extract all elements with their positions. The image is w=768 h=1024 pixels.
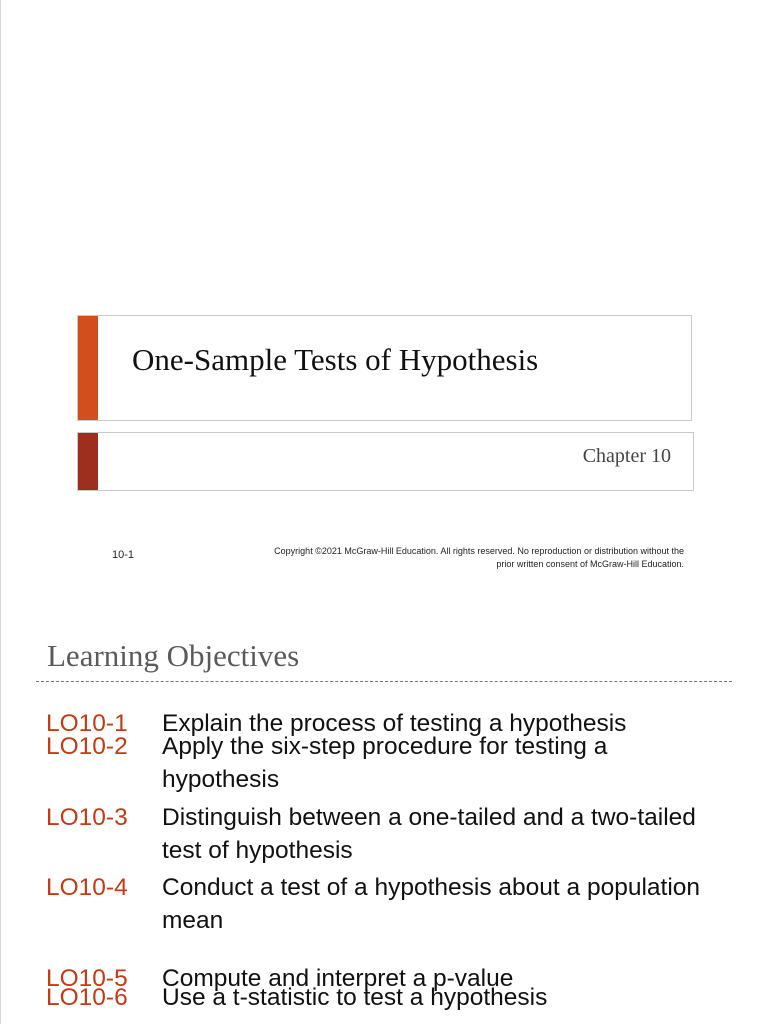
objective-text: Conduct a test of a hypothesis about a population mean [162,874,701,934]
slide-number: 10-1 [112,549,135,561]
objective-code: LO10-1 [46,710,128,737]
subtitle-box [77,432,694,491]
title-accent-bar [78,316,98,420]
objective-text: Use a t-statistic to test a hypothesis [162,984,548,1011]
copyright-line-1: Copyright ©2021 McGraw-Hill Education. All rights reserved. No reproduction or distribution without the [274,546,684,556]
objective-code: LO10-2 [46,733,128,760]
copyright-notice [204,545,684,571]
objective-text: Distinguish between a one-tailed and a two-tailed test of hypothesis [162,804,696,864]
objective-text: Compute and interpret a p-value [162,965,514,992]
objective-text: Explain the process of testing a hypothesis [162,710,627,737]
subtitle-accent-bar [78,433,98,490]
objective-code: LO10-4 [46,874,128,901]
heading-divider [36,681,732,682]
title-box [77,315,692,421]
objective-code: LO10-5 [46,965,128,992]
objective-code: LO10-3 [46,804,128,831]
slide-title: One-Sample Tests of Hypothesis [132,342,539,377]
slide-subtitle: Chapter 10 [582,445,671,467]
objectives-heading: Learning Objectives [47,638,300,673]
objective-text: Apply the six-step procedure for testing a hypothesis [162,733,608,793]
objective-code: LO10-6 [46,984,128,1011]
copyright-line-2: prior written consent of McGraw-Hill Education. [496,559,684,569]
